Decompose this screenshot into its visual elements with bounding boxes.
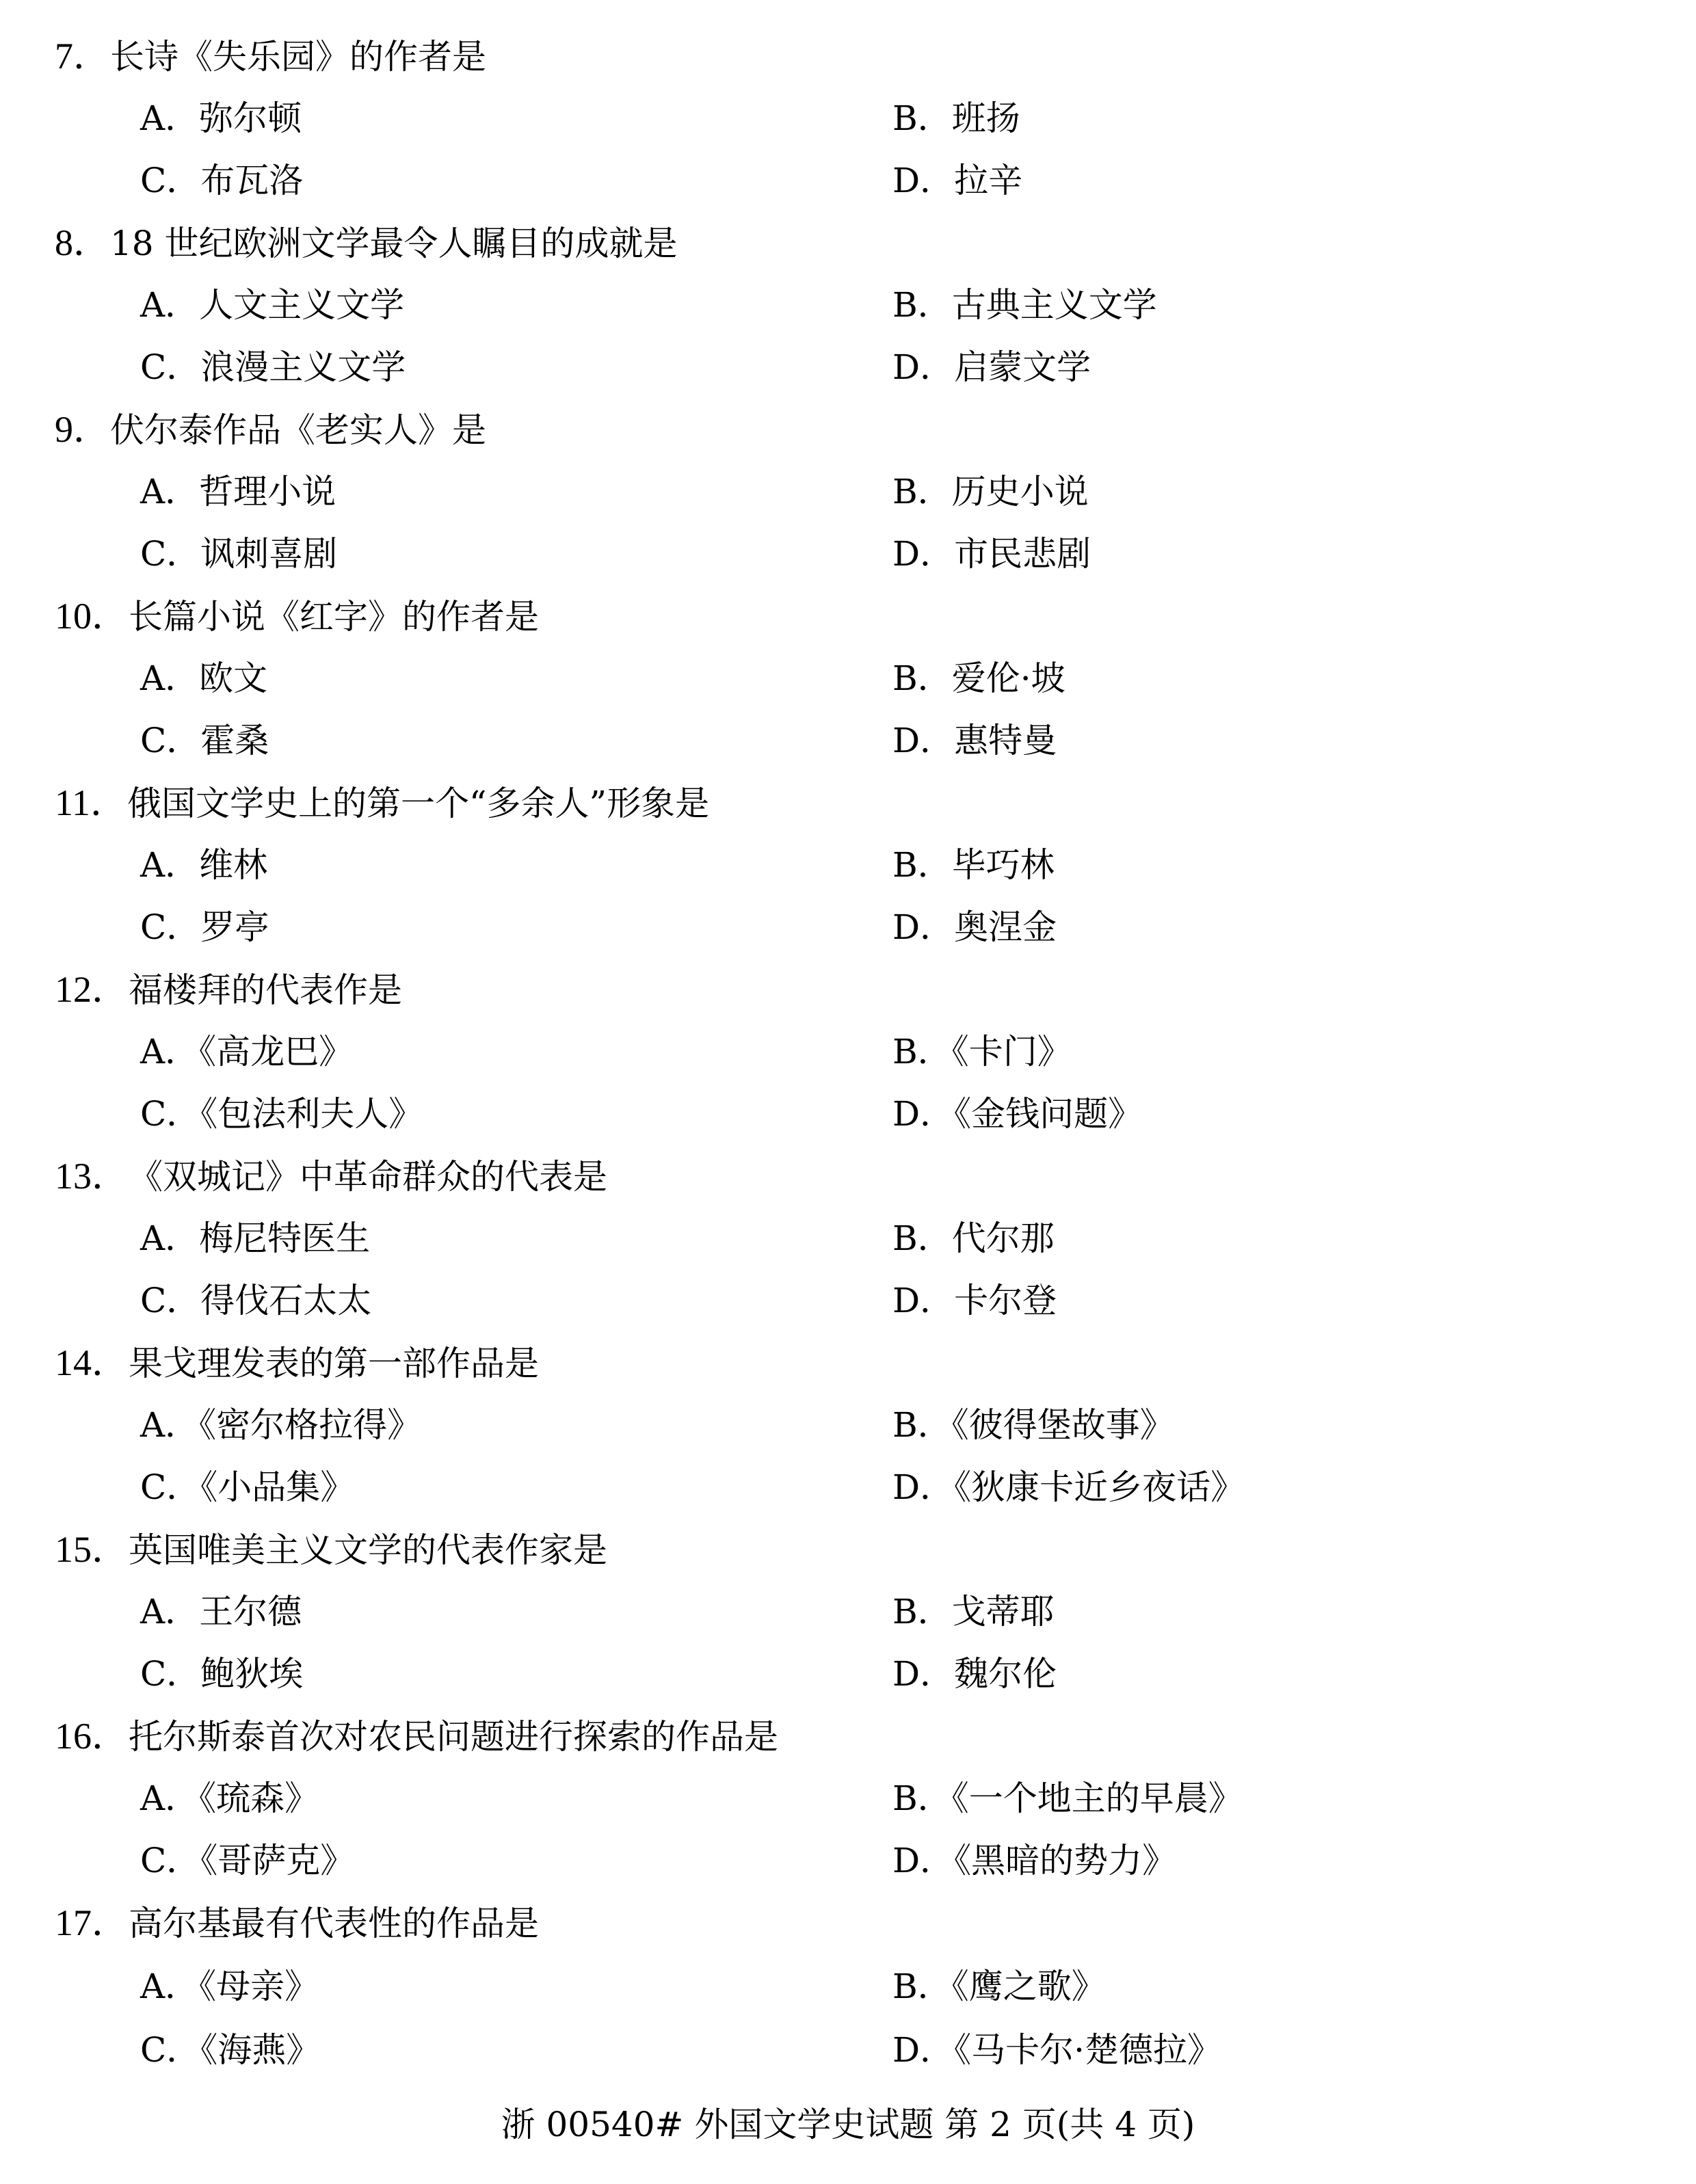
option-c: C．讽刺喜剧 — [140, 534, 338, 574]
question-text: 18 世纪欧洲文学最令人瞩目的成就是 — [110, 224, 678, 263]
option-a: A．《密尔格拉得》 — [140, 1405, 422, 1445]
question-text: 伏尔泰作品《老实人》是 — [110, 410, 486, 450]
option-b: B．代尔那 — [892, 1218, 1055, 1258]
option-a: A．人文主义文学 — [140, 285, 405, 325]
question-11 — [55, 772, 709, 834]
question-text: 果戈理发表的第一部作品是 — [129, 1344, 539, 1383]
option-d: D．启蒙文学 — [892, 347, 1091, 387]
option-c: C．《哥萨克》 — [140, 1841, 355, 1880]
question-12 — [55, 959, 402, 1021]
option-d: D．奥涅金 — [892, 907, 1057, 947]
option-b: B．《一个地主的早晨》 — [892, 1779, 1243, 1818]
option-b: B．《卡门》 — [892, 1032, 1072, 1071]
question-15 — [55, 1519, 607, 1581]
question-9 — [55, 399, 486, 461]
question-number: 14． — [55, 1342, 129, 1383]
option-a: A．《琉森》 — [140, 1779, 319, 1818]
option-b: B．古典主义文学 — [892, 285, 1157, 325]
option-d: D．《马卡尔·楚德拉》 — [892, 2030, 1221, 2070]
option-c: C．霍桑 — [140, 721, 269, 760]
option-b: B．《彼得堡故事》 — [892, 1405, 1174, 1445]
question-text: 高尔基最有代表性的作品是 — [129, 1904, 539, 1943]
option-d: D．卡尔登 — [892, 1281, 1057, 1320]
option-d: D．惠特曼 — [892, 721, 1057, 760]
option-a: A．《母亲》 — [140, 1967, 319, 2006]
question-17 — [55, 1892, 539, 1954]
question-text: 长诗《失乐园》的作者是 — [110, 37, 486, 77]
question-number: 17． — [55, 1902, 129, 1943]
option-b: B．毕巧林 — [892, 845, 1055, 885]
option-a: A．弥尔顿 — [140, 98, 302, 138]
question-text: 俄国文学史上的第一个“多余人”形象是 — [127, 784, 710, 823]
option-a: A．欧文 — [140, 658, 268, 698]
option-a: A．《高龙巴》 — [140, 1032, 354, 1071]
question-text: 福楼拜的代表作是 — [129, 970, 402, 1010]
question-text: 英国唯美主义文学的代表作家是 — [129, 1530, 607, 1570]
page-footer: 浙 00540# 外国文学史试题 第 2 页(共 4 页) — [501, 2105, 1195, 2144]
option-b: B．戈蒂耶 — [892, 1592, 1055, 1632]
question-13 — [55, 1145, 607, 1208]
option-c: C．得伐石太太 — [140, 1281, 372, 1320]
question-number: 7． — [55, 36, 110, 77]
option-d: D．《金钱问题》 — [892, 1094, 1143, 1134]
option-a: A．梅尼特医生 — [140, 1218, 371, 1258]
option-c: C．鲍狄埃 — [140, 1654, 304, 1694]
option-c: C．《包法利夫人》 — [140, 1094, 423, 1134]
question-number: 16． — [55, 1716, 129, 1757]
option-c: C．《小品集》 — [140, 1467, 355, 1507]
question-number: 13． — [55, 1156, 129, 1197]
question-number: 15． — [55, 1529, 129, 1570]
option-c: C．布瓦洛 — [140, 161, 304, 200]
question-16 — [55, 1705, 778, 1768]
option-b: B．班扬 — [892, 98, 1020, 138]
question-10 — [55, 585, 539, 648]
question-number: 12． — [55, 969, 129, 1010]
question-7 — [55, 25, 486, 88]
option-d: D．《黑暗的势力》 — [892, 1841, 1177, 1880]
question-number: 10． — [55, 596, 129, 637]
option-b: B．《鹰之歌》 — [892, 1967, 1106, 2006]
option-c: C．罗亭 — [140, 907, 269, 947]
question-number: 9． — [55, 409, 110, 450]
question-14 — [55, 1332, 539, 1394]
option-a: A．王尔德 — [140, 1592, 302, 1632]
option-c: C．浪漫主义文学 — [140, 347, 406, 387]
question-number: 11． — [55, 782, 127, 823]
option-d: D．市民悲剧 — [892, 534, 1091, 574]
option-b: B．历史小说 — [892, 472, 1089, 511]
question-8 — [55, 212, 678, 274]
option-c: C．《海燕》 — [140, 2030, 321, 2070]
option-d: D．魏尔伦 — [892, 1654, 1057, 1694]
option-d: D．拉辛 — [892, 161, 1023, 200]
option-b: B．爱伦·坡 — [892, 658, 1065, 698]
option-a: A．哲理小说 — [140, 472, 336, 511]
question-text: 托尔斯泰首次对农民问题进行探索的作品是 — [129, 1717, 778, 1757]
option-a: A．维林 — [140, 845, 268, 885]
option-d: D．《狄康卡近乡夜话》 — [892, 1467, 1245, 1507]
question-text: 长篇小说《红字》的作者是 — [129, 597, 539, 637]
question-text: 《双城记》中革命群众的代表是 — [129, 1157, 607, 1197]
question-number: 8． — [55, 222, 110, 263]
